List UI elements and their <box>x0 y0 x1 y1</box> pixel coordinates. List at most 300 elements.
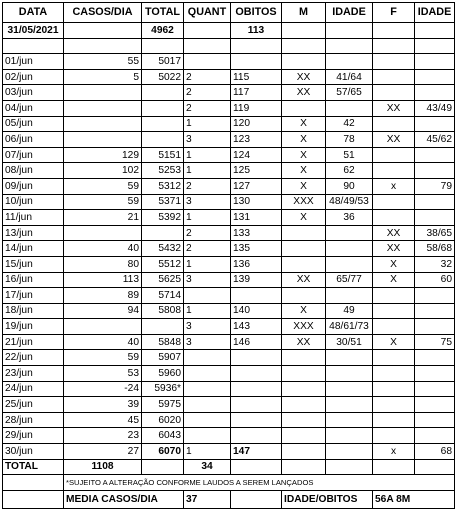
cell-empty <box>326 23 373 39</box>
cell-total: 5714 <box>142 288 184 304</box>
cell-date: 25/jun <box>3 397 64 413</box>
cell-f-marker <box>373 194 415 210</box>
cell-empty <box>326 459 373 475</box>
cell-obitos <box>231 397 282 413</box>
cell-total: 6070 <box>142 444 184 460</box>
cell-date: 02/jun <box>3 69 64 85</box>
cell-m-marker: XXX <box>282 194 326 210</box>
cell-empty <box>282 459 326 475</box>
cell-m-marker: XX <box>282 69 326 85</box>
cell-date: 11/jun <box>3 210 64 226</box>
cell-empty <box>3 475 64 491</box>
cell-f-marker <box>373 381 415 397</box>
cell-m-idade <box>326 54 373 70</box>
total-casos: 1108 <box>64 459 142 475</box>
cell-quant: 3 <box>184 334 231 350</box>
cell-casos: 40 <box>64 241 142 257</box>
cell-date: 23/jun <box>3 366 64 382</box>
cell-empty <box>282 23 326 39</box>
cell-f-marker <box>373 85 415 101</box>
cell-f-idade: 43/49 <box>415 100 455 116</box>
cell-m-marker: X <box>282 210 326 226</box>
cell-f-marker: XX <box>373 132 415 148</box>
cell-obitos: 127 <box>231 178 282 194</box>
cell-date: 01/jun <box>3 54 64 70</box>
cell-f-idade: 79 <box>415 178 455 194</box>
cell-total: 5936* <box>142 381 184 397</box>
cell-m-marker: X <box>282 147 326 163</box>
table-row <box>3 381 455 397</box>
cell-f-marker: X <box>373 334 415 350</box>
cell-obitos <box>231 350 282 366</box>
cell-f-marker: x <box>373 444 415 460</box>
cell-f-idade <box>415 350 455 366</box>
header-casos-dia: CASOS/DIA <box>64 3 142 23</box>
cell-date: 17/jun <box>3 288 64 304</box>
cell-casos: 80 <box>64 256 142 272</box>
first-row <box>3 23 455 39</box>
cell-casos: 53 <box>64 366 142 382</box>
cell-f-idade: 32 <box>415 256 455 272</box>
cell-quant: 2 <box>184 85 231 101</box>
cell-casos: -24 <box>64 381 142 397</box>
header-row <box>3 3 455 23</box>
cell-m-marker: XXX <box>282 319 326 335</box>
cell-obitos: 131 <box>231 210 282 226</box>
cell-m-idade: 48/49/53 <box>326 194 373 210</box>
cell-f-idade <box>415 412 455 428</box>
cell-f-marker: XX <box>373 100 415 116</box>
cell-m-marker: XX <box>282 334 326 350</box>
cell-empty <box>64 23 142 39</box>
total-label: TOTAL <box>3 459 64 475</box>
table-row <box>3 225 455 241</box>
cell-quant <box>184 350 231 366</box>
table-row <box>3 350 455 366</box>
cell-casos <box>64 116 142 132</box>
cell-date: 19/jun <box>3 319 64 335</box>
cell-f-marker <box>373 366 415 382</box>
cell-obitos <box>231 428 282 444</box>
cell-total: 5907 <box>142 350 184 366</box>
cell-total: 6043 <box>142 428 184 444</box>
cell-casos: 23 <box>64 428 142 444</box>
cell-empty <box>3 490 64 508</box>
table-row <box>3 100 455 116</box>
cell-total <box>142 319 184 335</box>
cell-f-marker <box>373 412 415 428</box>
cell-quant <box>184 397 231 413</box>
header-idade-m: IDADE <box>326 3 373 23</box>
cell-f-marker <box>373 210 415 226</box>
cell-f-idade: 38/65 <box>415 225 455 241</box>
cell-casos: 113 <box>64 272 142 288</box>
table-row <box>3 288 455 304</box>
cell-m-marker <box>282 100 326 116</box>
idade-obitos-label: IDADE/OBITOS <box>282 490 373 508</box>
cell-m-idade <box>326 366 373 382</box>
cell-f-idade <box>415 85 455 101</box>
cell-m-idade <box>326 288 373 304</box>
cell-total: 5960 <box>142 366 184 382</box>
cell-quant: 1 <box>184 163 231 179</box>
cell-f-idade <box>415 319 455 335</box>
cell-casos: 94 <box>64 303 142 319</box>
cell-quant: 1 <box>184 303 231 319</box>
cell-quant: 1 <box>184 147 231 163</box>
table-row <box>3 69 455 85</box>
cell-quant: 1 <box>184 210 231 226</box>
cell-m-marker: X <box>282 132 326 148</box>
cell-total: 5151 <box>142 147 184 163</box>
cell-m-idade: 65/77 <box>326 272 373 288</box>
table-row <box>3 272 455 288</box>
cell-m-idade: 36 <box>326 210 373 226</box>
cell-f-marker <box>373 428 415 444</box>
cell-total <box>142 85 184 101</box>
cell-total: 5253 <box>142 163 184 179</box>
cell-empty <box>231 459 282 475</box>
cell-m-marker <box>282 397 326 413</box>
table-row <box>3 397 455 413</box>
table-row <box>3 303 455 319</box>
table-row <box>3 241 455 257</box>
cell-obitos <box>231 288 282 304</box>
cell-obitos: 115 <box>231 69 282 85</box>
cell-casos <box>64 132 142 148</box>
total-row <box>3 459 455 475</box>
cell-m-idade <box>326 381 373 397</box>
header-f: F <box>373 3 415 23</box>
table-row <box>3 163 455 179</box>
cell-m-idade: 62 <box>326 163 373 179</box>
header-idade-f: IDADE <box>415 3 455 23</box>
cell-empty <box>415 23 455 39</box>
header-obitos: OBITOS <box>231 3 282 23</box>
cell-date: 14/jun <box>3 241 64 257</box>
cell-f-marker: X <box>373 272 415 288</box>
media-row <box>3 490 455 508</box>
cell-f-idade <box>415 210 455 226</box>
cell-quant <box>184 428 231 444</box>
cell-casos: 102 <box>64 163 142 179</box>
total-quant: 34 <box>184 459 231 475</box>
cell-f-marker <box>373 350 415 366</box>
cell-m-idade: 51 <box>326 147 373 163</box>
cell-quant: 1 <box>184 444 231 460</box>
cell-f-marker <box>373 319 415 335</box>
header-m: M <box>282 3 326 23</box>
cell-total: 5848 <box>142 334 184 350</box>
cell-f-idade <box>415 288 455 304</box>
cell-m-marker: X <box>282 116 326 132</box>
cell-obitos <box>231 366 282 382</box>
cell-date: 06/jun <box>3 132 64 148</box>
cell-f-marker: x <box>373 178 415 194</box>
table-row <box>3 412 455 428</box>
table-row <box>3 178 455 194</box>
cell-casos: 89 <box>64 288 142 304</box>
cell-date: 10/jun <box>3 194 64 210</box>
cell-date: 22/jun <box>3 350 64 366</box>
footnote: *SUJEITO A ALTERAÇÃO CONFORME LAUDOS A SEREM LANÇADOS <box>64 475 455 491</box>
cell-date: 18/jun <box>3 303 64 319</box>
table-row <box>3 116 455 132</box>
cell-quant <box>184 54 231 70</box>
cell-casos: 59 <box>64 178 142 194</box>
cell-f-marker <box>373 303 415 319</box>
cell-m-marker <box>282 288 326 304</box>
cell-casos: 40 <box>64 334 142 350</box>
cell-empty <box>142 459 184 475</box>
cell-m-idade: 42 <box>326 116 373 132</box>
cell-f-idade <box>415 194 455 210</box>
cell-quant: 2 <box>184 178 231 194</box>
cell-total: 5371 <box>142 194 184 210</box>
cell-obitos: 117 <box>231 85 282 101</box>
cell-m-idade <box>326 444 373 460</box>
cell-date: 04/jun <box>3 100 64 116</box>
table-row <box>3 147 455 163</box>
cell-m-idade <box>326 225 373 241</box>
cell-obitos: 140 <box>231 303 282 319</box>
cell-obitos: 119 <box>231 100 282 116</box>
cell-f-marker: XX <box>373 225 415 241</box>
cell-m-idade <box>326 350 373 366</box>
cell-f-idade <box>415 116 455 132</box>
cell-f-marker: XX <box>373 241 415 257</box>
cell-m-marker <box>282 241 326 257</box>
cell-m-marker <box>282 428 326 444</box>
cell-f-idade <box>415 69 455 85</box>
cell-f-idade: 75 <box>415 334 455 350</box>
cell-m-marker <box>282 366 326 382</box>
cell-total: 5808 <box>142 303 184 319</box>
cell-f-idade <box>415 147 455 163</box>
cell-quant: 2 <box>184 69 231 85</box>
cell-f-idade: 45/62 <box>415 132 455 148</box>
cell-casos: 59 <box>64 194 142 210</box>
media-label: MEDIA CASOS/DIA <box>64 490 184 508</box>
cell-quant: 2 <box>184 241 231 257</box>
cell-total: 5512 <box>142 256 184 272</box>
header-total: TOTAL <box>142 3 184 23</box>
cell-m-idade <box>326 256 373 272</box>
cell-m-idade: 49 <box>326 303 373 319</box>
cell-m-marker <box>282 256 326 272</box>
cell-casos: 39 <box>64 397 142 413</box>
cell-m-idade: 30/51 <box>326 334 373 350</box>
table-row <box>3 85 455 101</box>
cell-m-idade: 57/65 <box>326 85 373 101</box>
cell-obitos: 139 <box>231 272 282 288</box>
cell-f-idade: 60 <box>415 272 455 288</box>
cell-f-idade <box>415 54 455 70</box>
cell-obitos: 130 <box>231 194 282 210</box>
cell-quant: 3 <box>184 132 231 148</box>
cell-casos: 5 <box>64 69 142 85</box>
cell-obitos: 133 <box>231 225 282 241</box>
cell-obitos: 135 <box>231 241 282 257</box>
cell-total: 6020 <box>142 412 184 428</box>
cell-obitos: 146 <box>231 334 282 350</box>
cell-f-marker <box>373 116 415 132</box>
cell-f-marker <box>373 288 415 304</box>
cell-date: 29/jun <box>3 428 64 444</box>
cell-obitos: 123 <box>231 132 282 148</box>
cell-obitos: 124 <box>231 147 282 163</box>
cell-obitos: 143 <box>231 319 282 335</box>
table-row <box>3 366 455 382</box>
cell-total <box>142 100 184 116</box>
cell-total: 5625 <box>142 272 184 288</box>
cell-f-idade <box>415 303 455 319</box>
cell-date: 21/jun <box>3 334 64 350</box>
cell-casos <box>64 100 142 116</box>
cell-f-marker <box>373 147 415 163</box>
cell-total: 5392 <box>142 210 184 226</box>
cell-m-marker <box>282 350 326 366</box>
cell-f-idade <box>415 163 455 179</box>
cell-casos <box>64 85 142 101</box>
cell-quant: 2 <box>184 225 231 241</box>
cell-casos <box>64 225 142 241</box>
cell-obitos <box>231 54 282 70</box>
cell-quant: 3 <box>184 272 231 288</box>
cell-m-idade <box>326 412 373 428</box>
cell-f-idade <box>415 428 455 444</box>
cell-m-marker <box>282 381 326 397</box>
cell-m-idade: 41/64 <box>326 69 373 85</box>
table-row <box>3 194 455 210</box>
cell-quant <box>184 412 231 428</box>
cell-m-marker <box>282 54 326 70</box>
cell-date: 30/jun <box>3 444 64 460</box>
cell-f-idade <box>415 366 455 382</box>
cell-m-idade <box>326 397 373 413</box>
cell-f-marker <box>373 69 415 85</box>
cell-m-marker: X <box>282 178 326 194</box>
cell-casos <box>64 319 142 335</box>
table-row <box>3 428 455 444</box>
cell-casos: 129 <box>64 147 142 163</box>
table-row <box>3 444 455 460</box>
table-row <box>3 132 455 148</box>
covid-data-table <box>2 2 455 509</box>
cell-total: 5017 <box>142 54 184 70</box>
cell-casos: 27 <box>64 444 142 460</box>
cell-quant <box>184 381 231 397</box>
cell-date: 13/jun <box>3 225 64 241</box>
first-total: 4962 <box>142 23 184 39</box>
cell-m-idade <box>326 100 373 116</box>
cell-casos: 55 <box>64 54 142 70</box>
cell-quant: 2 <box>184 100 231 116</box>
cell-total: 5432 <box>142 241 184 257</box>
cell-total: 5022 <box>142 69 184 85</box>
cell-m-marker: X <box>282 163 326 179</box>
cell-total: 5312 <box>142 178 184 194</box>
cell-f-idade <box>415 381 455 397</box>
cell-date: 03/jun <box>3 85 64 101</box>
cell-obitos <box>231 381 282 397</box>
table-row <box>3 256 455 272</box>
cell-m-idade: 90 <box>326 178 373 194</box>
cell-m-marker: XX <box>282 85 326 101</box>
cell-date: 28/jun <box>3 412 64 428</box>
table-row <box>3 334 455 350</box>
cell-m-marker <box>282 225 326 241</box>
cell-obitos: 120 <box>231 116 282 132</box>
cell-m-marker: X <box>282 303 326 319</box>
first-date: 31/05/2021 <box>3 23 64 39</box>
cell-m-idade: 78 <box>326 132 373 148</box>
cell-total <box>142 116 184 132</box>
cell-date: 07/jun <box>3 147 64 163</box>
idade-obitos-value: 56A 8M <box>373 490 455 508</box>
cell-total <box>142 225 184 241</box>
cell-f-idade: 68 <box>415 444 455 460</box>
table-row <box>3 54 455 70</box>
cell-empty <box>373 459 415 475</box>
cell-date: 15/jun <box>3 256 64 272</box>
cell-total <box>142 132 184 148</box>
cell-obitos: 125 <box>231 163 282 179</box>
cell-obitos <box>231 412 282 428</box>
cell-f-marker <box>373 397 415 413</box>
cell-m-idade <box>326 241 373 257</box>
cell-m-idade <box>326 428 373 444</box>
header-quant: QUANT <box>184 3 231 23</box>
header-data: DATA <box>3 3 64 23</box>
cell-f-marker: X <box>373 256 415 272</box>
cell-obitos: 147 <box>231 444 282 460</box>
cell-total: 5975 <box>142 397 184 413</box>
table-row <box>3 319 455 335</box>
table-row <box>3 210 455 226</box>
cell-empty <box>231 490 282 508</box>
media-value: 37 <box>184 490 231 508</box>
first-obitos: 113 <box>231 23 282 39</box>
cell-date: 05/jun <box>3 116 64 132</box>
cell-quant: 1 <box>184 116 231 132</box>
note-row <box>3 475 455 491</box>
cell-quant: 3 <box>184 194 231 210</box>
cell-quant <box>184 288 231 304</box>
cell-date: 08/jun <box>3 163 64 179</box>
cell-empty <box>373 23 415 39</box>
cell-m-idade: 48/61/73 <box>326 319 373 335</box>
cell-f-idade: 58/68 <box>415 241 455 257</box>
cell-date: 16/jun <box>3 272 64 288</box>
cell-casos: 59 <box>64 350 142 366</box>
cell-casos: 45 <box>64 412 142 428</box>
cell-m-marker <box>282 412 326 428</box>
cell-quant <box>184 366 231 382</box>
cell-f-idade <box>415 397 455 413</box>
blank-row <box>3 38 455 54</box>
cell-m-marker <box>282 444 326 460</box>
cell-f-marker <box>373 54 415 70</box>
cell-empty <box>415 459 455 475</box>
cell-date: 24/jun <box>3 381 64 397</box>
cell-casos: 21 <box>64 210 142 226</box>
cell-quant: 1 <box>184 256 231 272</box>
cell-date: 09/jun <box>3 178 64 194</box>
cell-obitos: 136 <box>231 256 282 272</box>
cell-empty <box>184 23 231 39</box>
cell-f-marker <box>373 163 415 179</box>
